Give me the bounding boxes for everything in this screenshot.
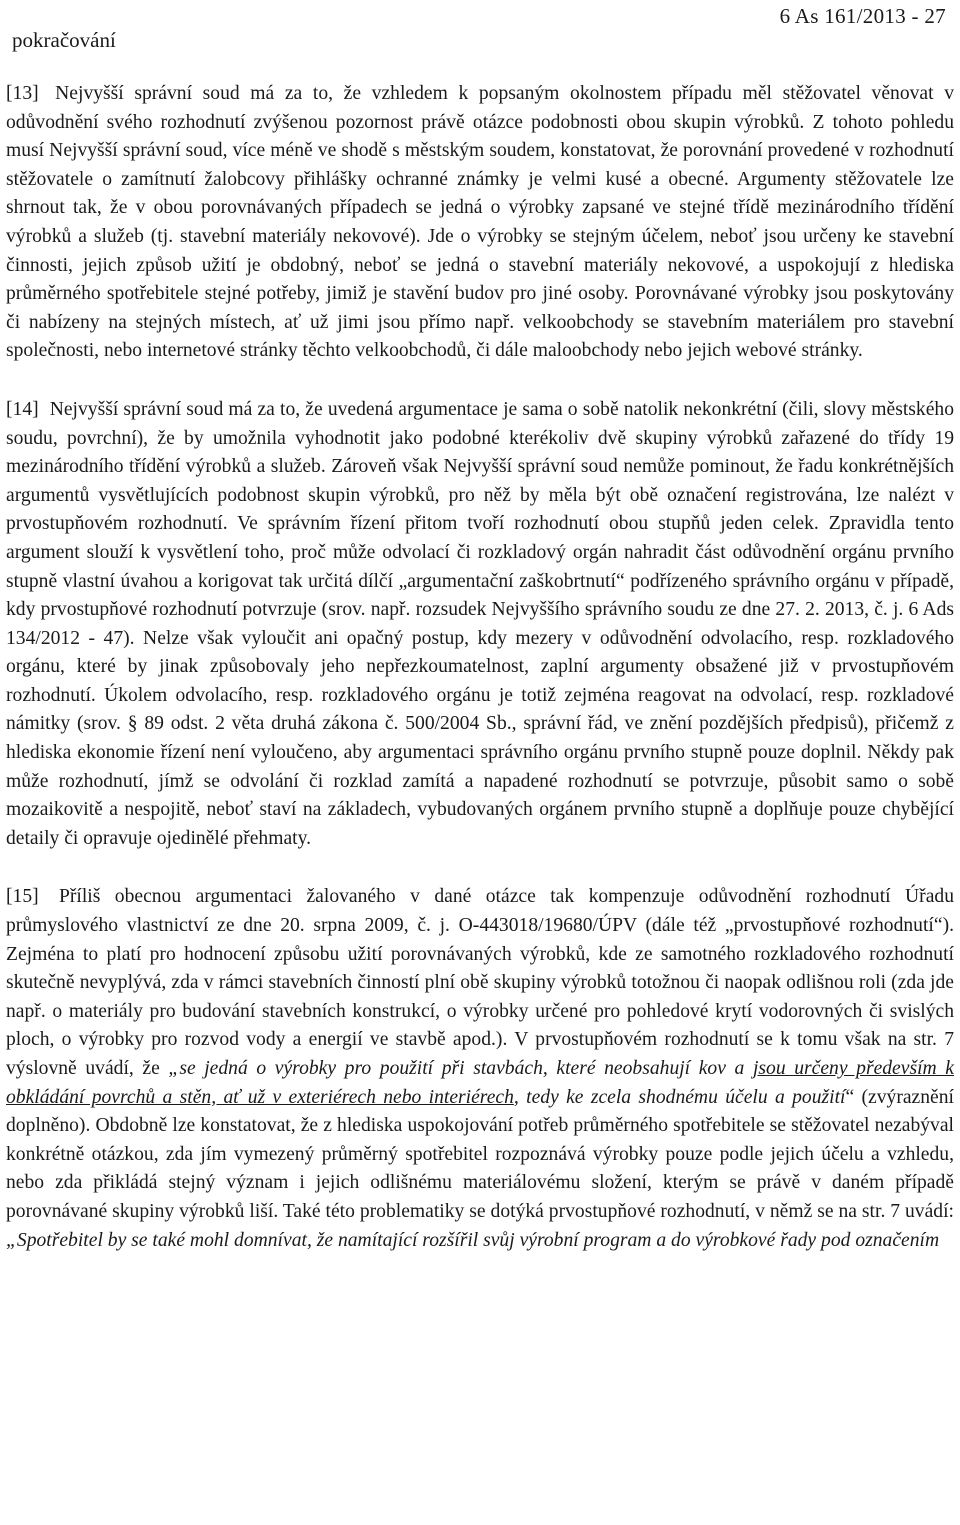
page-header bbox=[6, 0, 954, 58]
quote-open-mark: „ bbox=[6, 1229, 17, 1251]
paragraph-15 bbox=[6, 883, 954, 1255]
quote-close-mark: “ bbox=[845, 1086, 855, 1108]
paragraph-number: [14] bbox=[6, 398, 39, 420]
paragraph-text: Nejvyšší správní soud má za to, že uvedená argumentace je sama o sobě natolik nekonkrétní (čili, slovy městského soudu, povrchní), že by umožnila vyhodnotit jako podobné kterékoliv dvě skupiny výrobků zařazené do třídy 19 mezinárodního třídění výrobků a služeb. Zároveň však Nejvyšší správní soud nemůže pominout, že řadu konkrétnějších argumentů vysvětlujících podobnost skupin výrobků, pro něž by měla být obě označení registrována, lze nalézt v prvostupňovém rozhodnutí. Ve správním řízení přitom tvoří rozhodnutí obou stupňů jeden celek. Zpravidla tento argument slouží k vysvětlení toho, proč může odvolací či rozkladový orgán nahradit část odůvodnění orgánu prvního stupně vlastní úvahou a korigovat tak určitá dílčí „argumentační zaškobrtnutí“ podřízeného správního orgánu v případě, kdy prvostupňové rozhodnutí potvrzuje (srov. např. rozsudek Nejvyššího správního soudu ze dne 27. 2. 2013, č. j. 6 Ads 134/2012 - 47). Nelze však vyloučit ani opačný postup, kdy mezery v odůvodnění odvolacího, resp. rozkladového orgánu, které by jinak způsobovaly jeho nepřezkoumatelnost, zaplní argumenty obsažené již v prvostupňovém rozhodnutí. Úkolem odvolacího, resp. rozkladového orgánu je totiž zejména reagovat na odvolací, resp. rozkladové námitky (srov. § 89 odst. 2 věta druhá zákona č. 500/2004 Sb., správní řád, ve znění pozdějších předpisů), přičemž z hlediska ekonomie řízení není vyloučeno, aby argumentaci správního orgánu prvního stupně pouze doplnil. Někdy pak může rozhodnutí, jímž se odvolání či rozklad zamítá a napadené rozhodnutí se potvrzuje, působit samo o sobě mozaikovitě a nespojitě, neboť staví na základech, vybudovaných orgánem prvního stupně a doplňuje pouze chybějící detaily či opravuje ojedinělé přehmaty. bbox=[6, 398, 954, 849]
paragraph-text: Příliš obecnou argumentaci žalovaného v dané otázce tak kompenzuje odůvodnění rozhodnutí Úřadu průmyslového vlastnictví ze dne 20. srpna 2009, č. j. O-443018/19680/ÚPV (dále též „prvostupňové rozhodnutí“). Zejména to platí pro hodnocení způsobu užití porovnávaných výrobků, kde ze samotného rozkladového rozhodnutí skutečně nevyplývá, zda v rámci stavebních činností plní obě skupiny výrobků totožnou či naopak odlišnou roli (zda jde např. o materiály pro budování stavebních konstrukcí, o výrobky určené pro pohledové krytí vodorovných či svislých ploch, o výrobky pro rozvod vody a energií ve stavbě apod.). V prvostupňovém rozhodnutí se k tomu však na str. 7 výslovně uvádí, že bbox=[6, 886, 954, 1079]
paragraph-text: (zvýraznění doplněno). Obdobně lze konstatovat, že z hlediska uspokojování potřeb průměrného spotřebitele se stěžovatel nezabýval konkrétně otázkou, zda jím vymezený průměrný spotřebitel rozpoznává výrobky pouze podle jejich účelu a vzhledu, nebo zda přikládá stejný význam i jejich odlišnému materiálovému složení, kterým se právě v daném případě porovnávané skupiny výrobků liší. Také této problematiky se dotýká prvostupňové rozhodnutí, v němž se na str. 7 uvádí: bbox=[6, 1086, 954, 1222]
paragraph-text: Nejvyšší správní soud má za to, že vzhledem k popsaným okolnostem případu měl stěžovatel věnovat v odůvodnění svého rozhodnutí zvýšenou pozornost právě otázce podobnosti obou skupin výrobků. Z tohoto pohledu musí Nejvyšší správní soud, více méně ve shodě s městským soudem, konstatovat, že porovnání provedené v rozhodnutí stěžovatele o zamítnutí žalobcovy přihlášky ochranné známky je velmi kusé a obecné. Argumenty stěžovatele lze shrnout tak, že v obou porovnávaných případech se jedná o výrobky zapsané ve stejné třídě mezinárodního třídění výrobků a služeb (tj. stavební materiály nekovové). Jde o výrobky se stejným účelem, neboť jsou určeny ke stavební činnosti, jejich způsob užití je obdobný, neboť se jedná o stavební materiály nekovové, a uspokojují z hlediska průměrného spotřebitele stejné potřeby, jimiž je stavění budov pro jiné osoby. Porovnávané výrobky jsou poskytovány či nabízeny na stejných místech, ať už jimi jsou přímo např. velkoobchody se stavebním materiálem pro stavební společnosti, nebo internetové stránky těchto velkoobchodů, či dále maloobchody nebo jejich webové stránky. bbox=[6, 83, 954, 362]
quoted-text: , tedy ke zcela shodnému účelu a použití bbox=[513, 1086, 846, 1108]
header-continuation: pokračování bbox=[12, 28, 116, 52]
quoted-text: Spotřebitel by se také mohl domnívat, že namítající rozšířil svůj výrobní program a do výrobkové řady pod označením bbox=[16, 1229, 940, 1251]
quoted-text-emphasized: jsou určeny především k obkládání povrchů a stěn, ať už v exteriérech nebo interiérech bbox=[6, 1058, 954, 1108]
paragraph-13 bbox=[6, 80, 954, 366]
quote-open-mark: „ bbox=[168, 1058, 180, 1079]
case-number: 6 As 161/2013 - 27 bbox=[779, 4, 946, 28]
quoted-text: se jedná o výrobky pro použití při stavbách, které neobsahují kov a bbox=[179, 1058, 753, 1079]
paragraph-number: [13] bbox=[6, 83, 39, 104]
paragraph-number: [15] bbox=[6, 886, 39, 908]
paragraph-14 bbox=[6, 396, 954, 854]
